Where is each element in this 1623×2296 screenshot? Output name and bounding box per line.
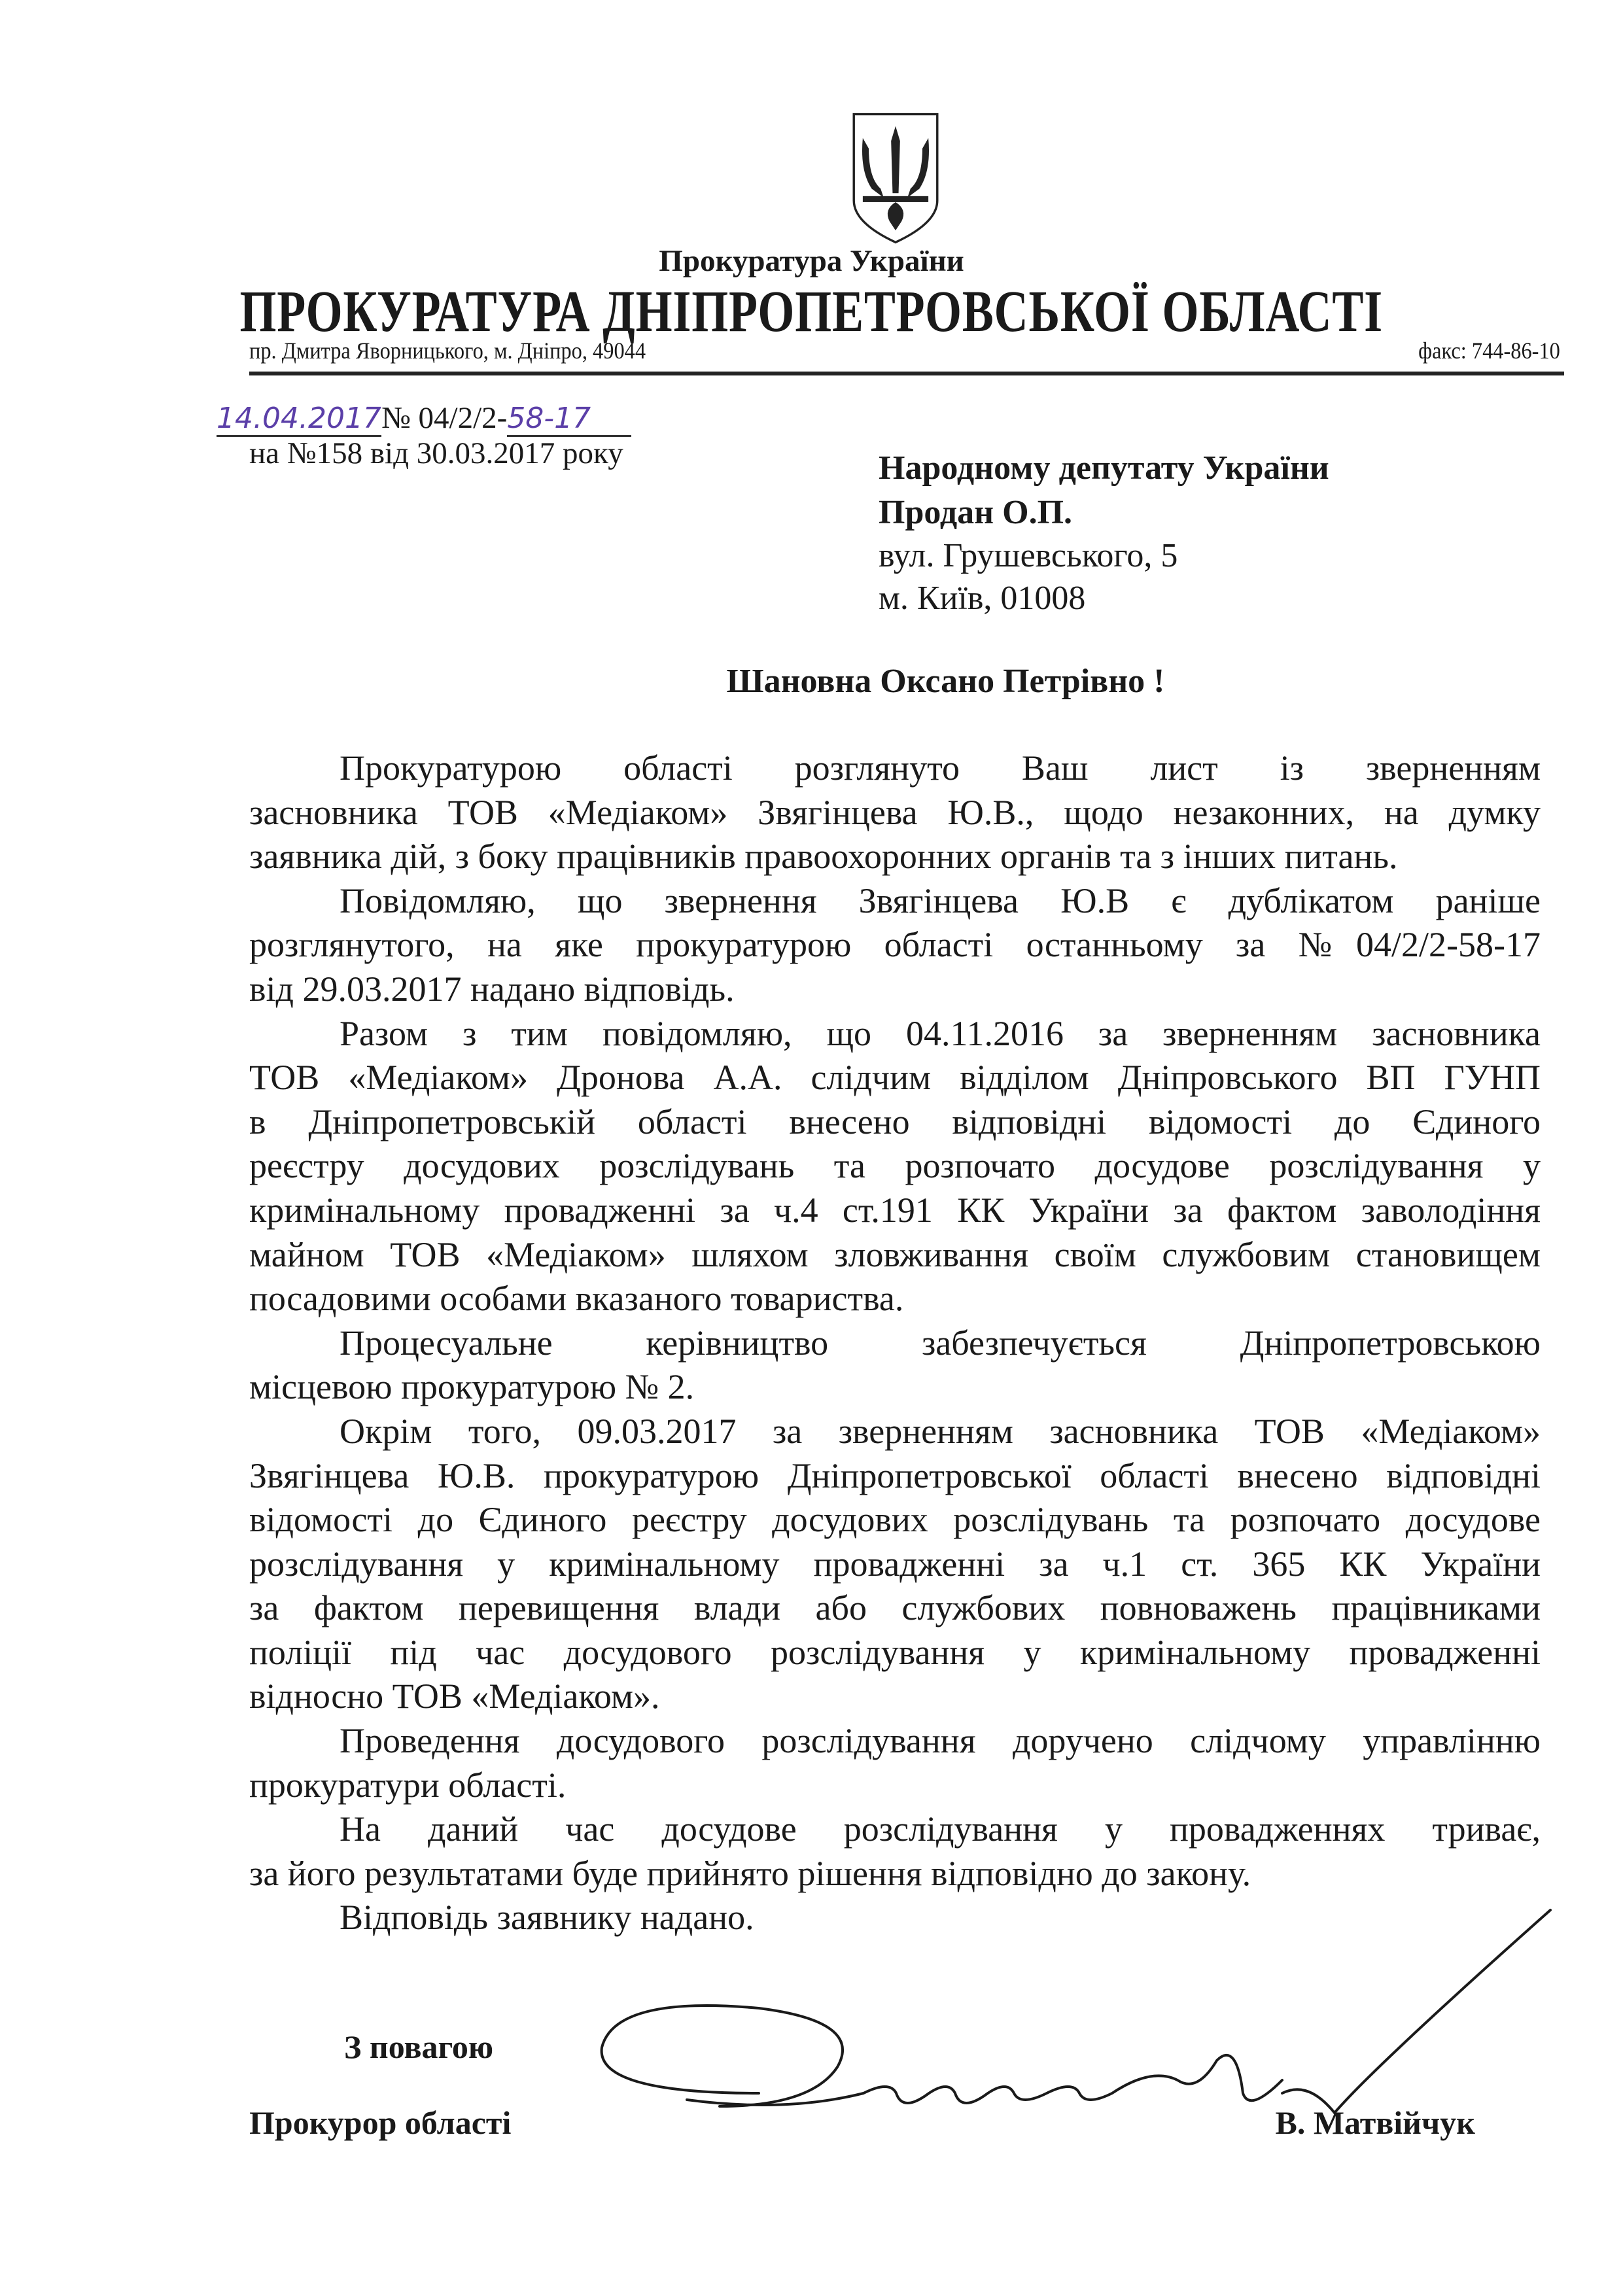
handwritten-signature [589, 1897, 1557, 2172]
body-line: за фактом перевищення влади або службових повноважень працівниками [249, 1588, 1541, 1628]
in-reply-to: на №158 від 30.03.2017 року [249, 436, 623, 470]
signer-name: В. Матвійчук [1275, 2104, 1475, 2141]
body-paragraph [249, 1321, 1541, 1410]
body-line: кримінальному провадженні за ч.4 ст.191 КК України за фактом заволодіння [249, 1190, 1541, 1230]
addressee-name: Продан О.П. [879, 494, 1073, 531]
body-line: відомості до Єдиного реєстру досудових розслідувань та розпочато досудове [249, 1500, 1541, 1540]
body-line: місцевою прокуратурою № 2. [249, 1367, 695, 1407]
body-line: Разом з тим повідомляю, що 04.11.2016 за зверненням засновника [340, 1013, 1541, 1053]
body-paragraph [249, 1807, 1541, 1896]
addressee-title: Народному депутату України [879, 449, 1329, 487]
body-line: від 29.03.2017 надано відповідь. [249, 969, 735, 1009]
org-title: ПРОКУРАТУРА ДНІПРОПЕТРОВСЬКОЇ ОБЛАСТІ [239, 279, 1384, 344]
org-parent-name: Прокуратура України [659, 244, 964, 278]
addressee-city: м. Київ, 01008 [879, 580, 1086, 617]
body-line: посадовими особами вказаного товариства. [249, 1279, 904, 1319]
body-line: розглянутого, на яке прокуратурою області останньому за №04/2/2-58-17 [249, 925, 1541, 965]
body-line: поліції під час досудового розслідування у кримінальному провадженні [249, 1632, 1541, 1672]
body-line: Окрім того, 09.03.2017 за зверненням засновника ТОВ «Медіаком» [340, 1411, 1541, 1451]
body-line: майном ТОВ «Медіаком» шляхом зловживання своїм службовим становищем [249, 1234, 1541, 1274]
header-divider [249, 372, 1564, 375]
body-line: прокуратури області. [249, 1765, 567, 1805]
body-line: Проведення досудового розслідування доручено слідчому управлінню [340, 1721, 1541, 1761]
reference-number-prefix: № 04/2/2- [381, 401, 508, 435]
letter-body [249, 746, 1541, 1940]
body-paragraph [249, 1719, 1541, 1807]
handwritten-number: 58-17 [507, 402, 631, 437]
body-line: розслідування у кримінальному провадженні за ч.1 ст. 365 КК України [249, 1544, 1541, 1584]
body-line: Процесуальне керівництво забезпечується Дніпропетровською [340, 1323, 1541, 1363]
body-line: Звягінцева Ю.В. прокуратурою Дніпропетровської області внесено відповідні [249, 1455, 1541, 1495]
coat-of-arms-trident-icon [850, 111, 941, 245]
body-paragraph [249, 1410, 1541, 1719]
addressee-street: вул. Грушевського, 5 [879, 537, 1178, 574]
body-line: ТОВ «Медіаком» Дронова А.А. слідчим відділом Дніпровського ВП ГУНП [249, 1058, 1541, 1098]
org-fax: факс: 744-86-10 [1418, 338, 1560, 364]
body-line: Повідомляю, що звернення Звягінцева Ю.В є дублікатом раніше [340, 880, 1541, 920]
org-address: пр. Дмитра Яворницького, м. Дніпро, 49044 [249, 338, 646, 364]
body-line: за його результатами буде прийнято рішення відповідно до закону. [249, 1853, 1251, 1893]
closing-regards: З повагою [344, 2028, 494, 2065]
body-line: Прокуратурою області розглянуто Ваш лист із зверненням [340, 748, 1541, 788]
reference-line [217, 400, 631, 437]
body-line: заявника дій, з боку працівників правоохоронних органів та з інших питань. [249, 837, 1398, 877]
body-paragraph [249, 879, 1541, 1012]
body-line: в Дніпропетровській області внесено відповідні відомості до Єдиного [249, 1102, 1541, 1141]
body-line: відносно ТОВ «Медіаком». [249, 1677, 660, 1716]
salutation: Шановна Оксано Петрівно ! [726, 663, 1165, 700]
body-line: На даний час досудове розслідування у провадженнях триває, [340, 1809, 1541, 1849]
body-line: Відповідь заявнику надано. [340, 1898, 754, 1938]
body-line: засновника ТОВ «Медіаком» Звягінцева Ю.В., щодо незаконних, на думку [249, 792, 1541, 832]
body-paragraph [249, 746, 1541, 879]
body-paragraph [249, 1012, 1541, 1321]
signer-position: Прокурор області [249, 2104, 512, 2141]
handwritten-date: 14.04.2017 [217, 402, 381, 437]
body-line: реєстру досудових розслідувань та розпочато досудове розслідування у [249, 1146, 1541, 1186]
